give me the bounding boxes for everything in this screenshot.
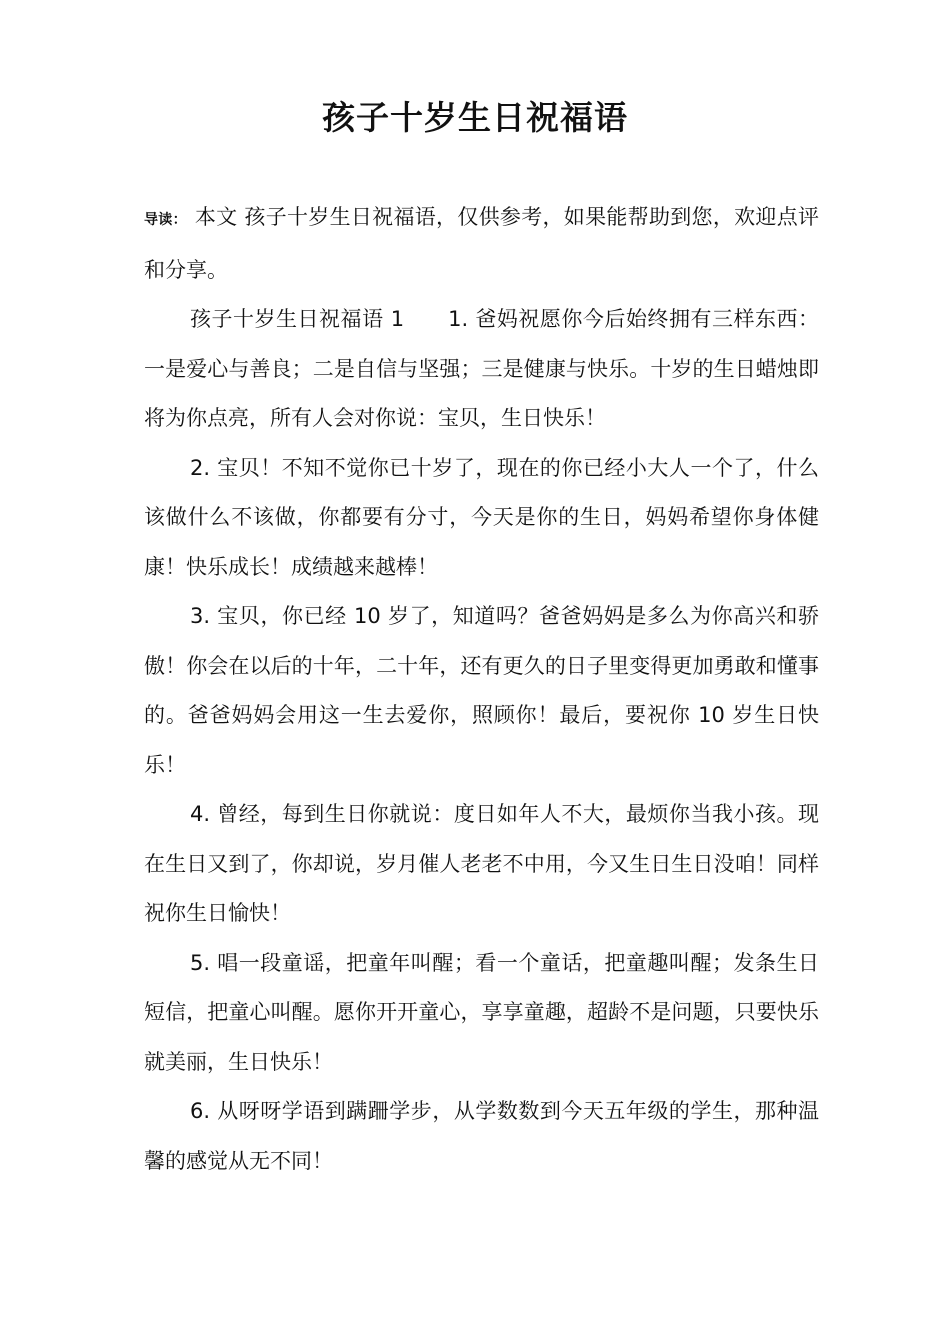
document-title: 孩子十岁生日祝福语 [322,98,628,137]
paragraph-1 [144,295,819,444]
paragraph-6: 6. 从呀呀学语到蹒跚学步，从学数数到今天五年级的学生，那种温馨的感觉从无不同！ [144,1099,819,1173]
intro-label: 导读： [144,212,187,228]
paragraph-3: 3. 宝贝，你已经 10 岁了，知道吗？爸爸妈妈是多么为你高兴和骄傲！你会在以后的十年，二十年，还有更久的日子里变得更加勇敢和懂事的。爸爸妈妈会用这一生去爱你，照顾你！最后，要祝你 10 岁生日快乐！ [144,604,819,777]
intro-text: 本文 孩子十岁生日祝福语，仅供参考，如果能帮助到您，欢迎点评和分享。 [144,205,819,282]
paragraph-5: 5. 唱一段童谣，把童年叫醒；看一个童话，把童趣叫醒；发条生日短信，把童心叫醒。愿你开开童心，享享童趣，超龄不是问题，只要快乐就美丽，生日快乐！ [144,950,819,1074]
intro-paragraph [144,193,819,295]
paragraph-1-text: 1. 爸妈祝愿你今后始终拥有三样东西：一是爱心与善良；二是自信与坚强；三是健康与快乐。十岁的生日蜡烛即将为你点亮，所有人会对你说：宝贝，生日快乐！ [144,307,819,430]
document-body [144,193,819,1186]
paragraph-4: 4. 曾经，每到生日你就说：度日如年人不大，最烦你当我小孩。现在生日又到了，你却说，岁月催人老老不中用，今又生日生日没咱！同样祝你生日愉快！ [144,802,819,925]
paragraph-2: 2. 宝贝！不知不觉你已十岁了，现在的你已经小大人一个了，什么该做什么不该做，你都要有分寸，今天是你的生日，妈妈希望你身体健康！快乐成长！成绩越来越棒！ [144,455,819,579]
section-heading: 孩子十岁生日祝福语 1 [190,307,405,331]
